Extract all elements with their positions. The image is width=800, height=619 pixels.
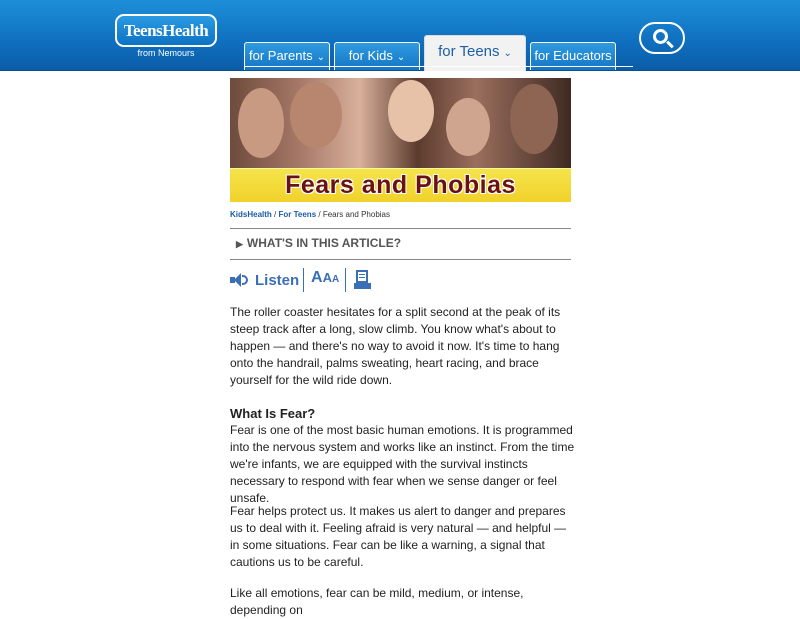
whats-in-this-article-toggle[interactable] [236,236,401,250]
divider [230,228,571,229]
hero-photo-person [510,84,558,154]
breadcrumb-kidshealth[interactable]: KidsHealth [230,210,272,219]
triangle-right-icon: ▶ [236,239,243,249]
breadcrumb-current: Fears and Phobias [322,210,390,219]
tab-label: for Parents [249,48,313,63]
breadcrumb-separator: / [318,210,321,219]
tab-label: for Educators [534,48,612,63]
font-size-icon: A [311,269,323,286]
font-size-button[interactable] [311,269,339,287]
font-size-icon: A [322,270,332,285]
article-paragraph: Fear helps protect us. It makes us alert to danger and prepares us to deal with it. Feeling afraid is very natural — and helpful — in some situations. Fear can be like a warning, a signal that cautions us to be careful. [230,504,567,569]
font-size-icon: A [331,274,340,285]
logo-sub-text: from Nemours [137,48,195,58]
chevron-down-icon: ⌄ [396,52,406,63]
article-paragraph: Fear is one of the most basic human emotions. It is programmed into the nervous system and works like an instinct. From the time we're infants, we are equipped with the survival instincts necessary to respond with fear when we sense danger or feel unsafe. [230,423,575,505]
tool-separator [345,268,346,292]
search-icon-handle [666,41,674,49]
hero-photo-person [446,98,490,156]
tab-underline [244,66,633,67]
article-paragraph: Like all emotions, fear can be mild, medium, or intense, depending on [230,586,524,617]
site-header [0,0,800,71]
listen-button[interactable] [230,266,299,294]
section-heading-what-is-fear: What Is Fear? [230,406,316,421]
hero-photo-person [238,88,284,158]
teenshealth-logo[interactable] [115,14,217,58]
divider [230,259,571,260]
search-button[interactable] [639,22,685,54]
print-button[interactable] [354,270,371,289]
hero-title: Fears and Phobias [285,171,516,199]
breadcrumb-for-teens[interactable]: For Teens [278,210,317,219]
speaker-icon [230,272,250,288]
hero-banner [230,78,571,202]
article-intro: The roller coaster hesitates for a split second at the peak of its steep track after a long, slow climb. You know what's about to happen — and there's no way to avoid it now. It's time to hang onto the handrail, palms sweating, heart racing, and brace yourself for the wild ride down. [230,305,561,387]
toc-label: WHAT'S IN THIS ARTICLE? [246,236,402,250]
tool-separator [303,268,304,292]
tab-label: for Teens [438,43,500,60]
tab-label: for Kids [348,48,393,63]
listen-label: Listen [255,271,300,289]
hero-photo-person [290,82,342,148]
chevron-down-icon: ⌄ [316,52,325,63]
article-tools [230,266,390,294]
hero-photo-person [388,80,434,142]
chevron-down-icon: ⌄ [503,48,512,59]
logo-main-text: TeensHealth [115,14,217,47]
breadcrumb [230,210,390,219]
breadcrumb-separator: / [274,210,277,219]
